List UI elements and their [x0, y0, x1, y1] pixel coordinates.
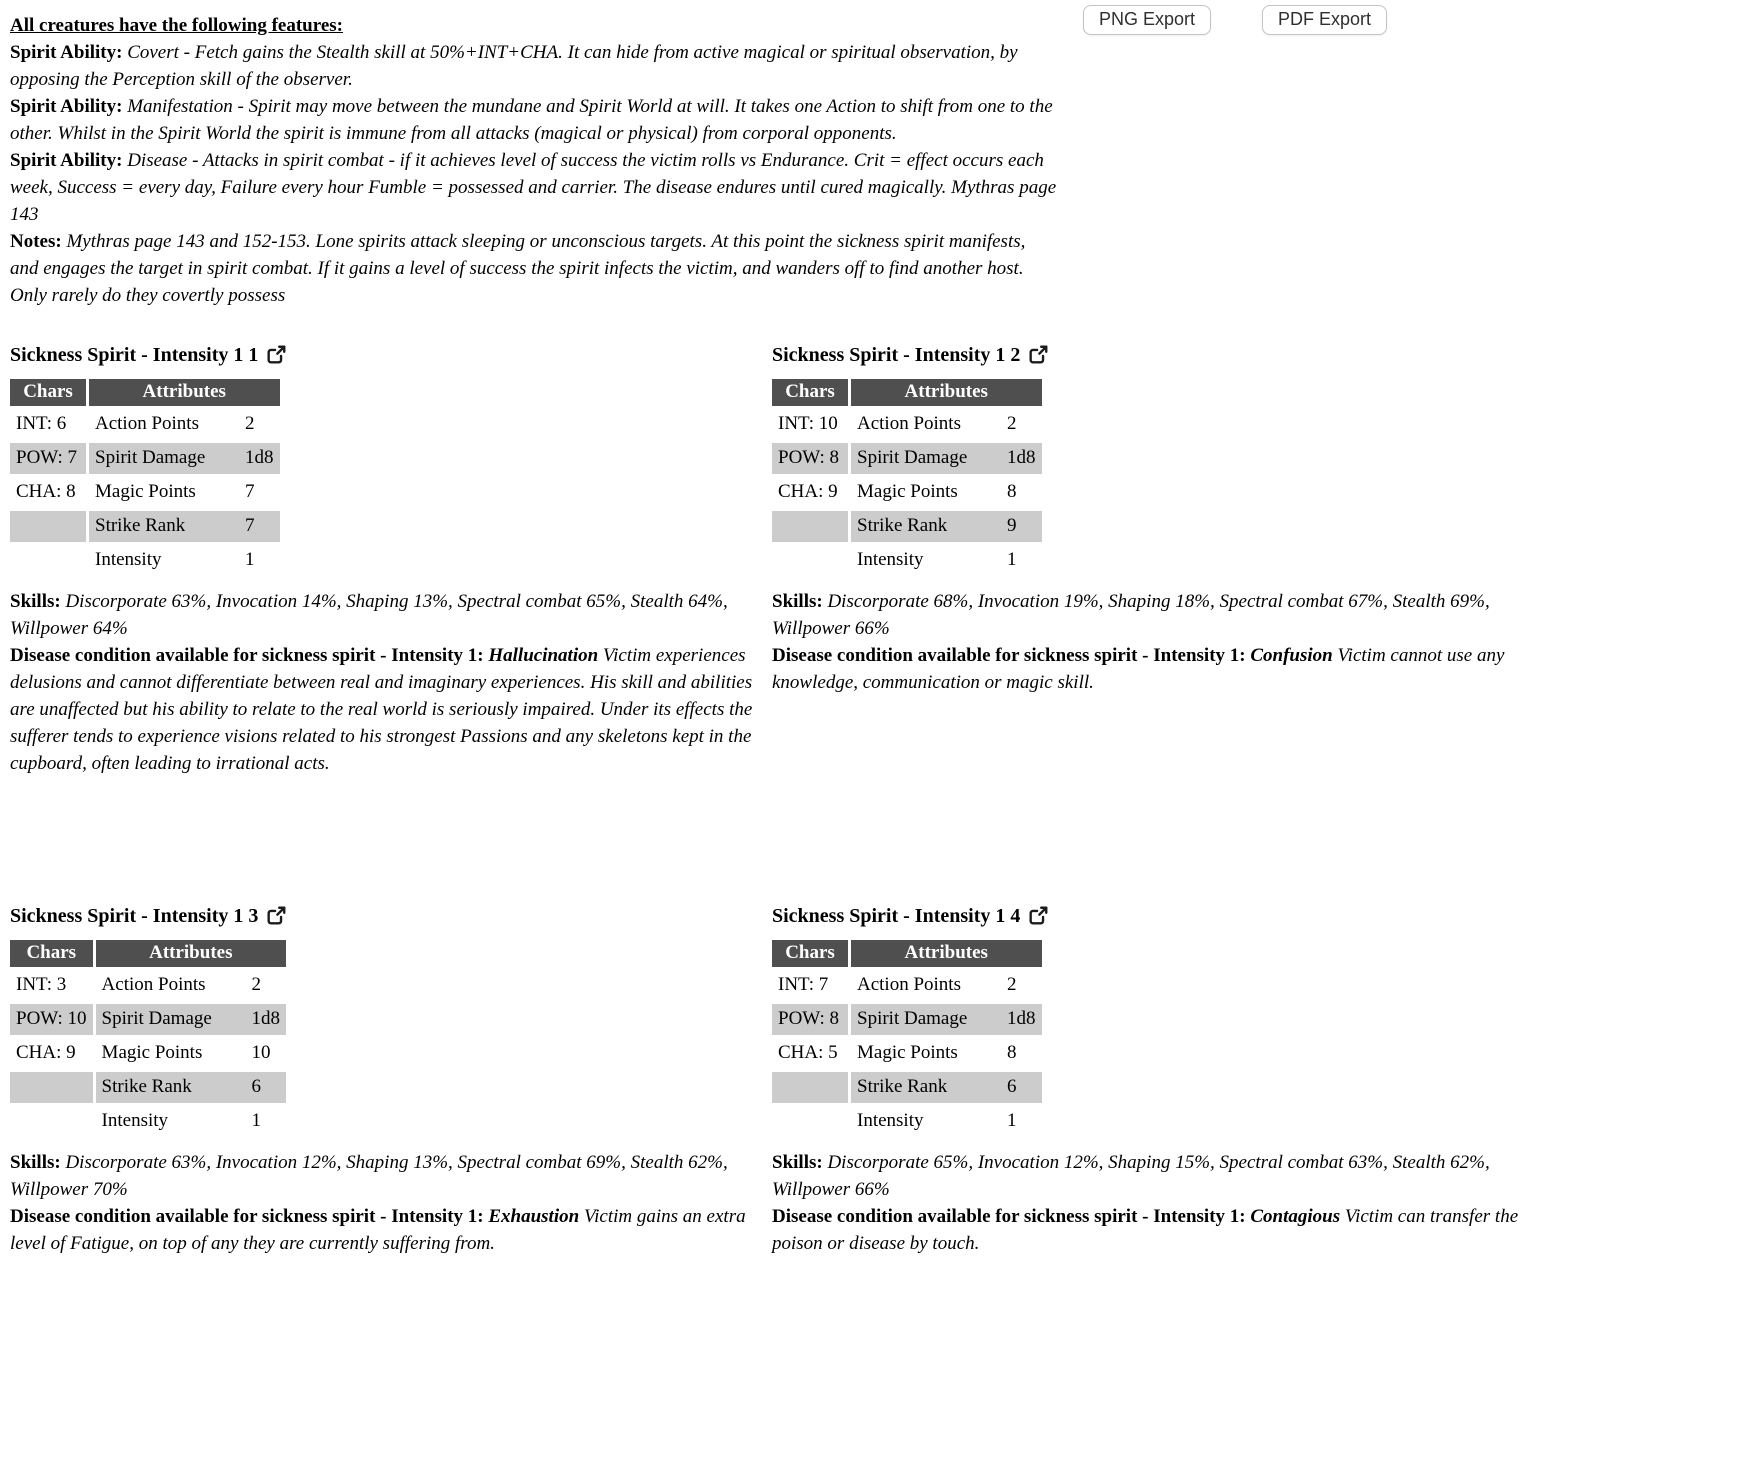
chars-cell: CHA: 8	[16, 481, 76, 502]
spirits-grid	[10, 343, 1740, 1257]
disease-name: Hallucination	[488, 645, 599, 666]
attribute-cell	[851, 1038, 1042, 1069]
attribute-value: 1d8	[251, 1008, 281, 1029]
chars-cell: INT: 3	[16, 974, 67, 995]
attribute-cell	[851, 443, 1042, 474]
chars-cell	[772, 511, 848, 542]
disease-condition	[10, 1203, 772, 1257]
attribute-value: 2	[245, 413, 255, 434]
stats-table	[7, 937, 289, 1140]
table-row	[10, 409, 280, 440]
spirit-title	[10, 904, 772, 928]
attribute-cell	[851, 970, 1042, 1001]
attribute-name: Strike Rank	[95, 515, 186, 536]
ability-text: Manifestation - Spirit may move between the mundane and Spirit World at will. It takes one Action to shift from one to the other. Whilst in the Spirit World the spirit is immune from all attacks (magical or physical) from corporal opponents.	[10, 96, 1053, 144]
open-statblock-link[interactable]	[265, 905, 287, 927]
spirit-title-text: Sickness Spirit - Intensity 1 2	[772, 344, 1021, 366]
chars-cell: CHA: 5	[778, 1042, 838, 1063]
external-link-icon	[1027, 905, 1049, 927]
attribute-name: Magic Points	[857, 1042, 958, 1063]
stats-table	[7, 376, 283, 579]
disease-name: Exhaustion	[488, 1206, 580, 1227]
attribute-name: Action Points	[857, 413, 961, 434]
chars-cell	[10, 1106, 93, 1137]
spirit-ability-manifestation	[10, 93, 1058, 147]
spirit-block-1	[10, 343, 772, 777]
skills-text: Discorporate 63%, Invocation 14%, Shaping 13%, Spectral combat 65%, Stealth 64%, Willpower 64%	[10, 591, 728, 639]
attribute-name: Action Points	[857, 974, 961, 995]
stats-table	[769, 376, 1045, 579]
chars-cell	[10, 1072, 93, 1103]
open-statblock-link[interactable]	[1027, 344, 1049, 366]
features-section	[10, 12, 1058, 309]
spirit-block-2	[772, 343, 1730, 777]
skills-label: Skills:	[772, 1152, 823, 1173]
attribute-value: 1d8	[1007, 1008, 1036, 1029]
attribute-cell	[851, 1004, 1042, 1035]
skills-line	[772, 1149, 1547, 1203]
attribute-cell	[851, 1072, 1042, 1103]
table-row	[772, 477, 1042, 508]
chars-cell: POW: 7	[10, 443, 86, 474]
spirit-block-3	[10, 904, 772, 1257]
attribute-name: Strike Rank	[857, 1076, 948, 1097]
skills-text: Discorporate 68%, Invocation 19%, Shaping 18%, Spectral combat 67%, Stealth 69%, Willpower 66%	[772, 591, 1490, 639]
png-export-button[interactable]: PNG Export	[1083, 5, 1211, 35]
spirit-ability-disease	[10, 147, 1058, 228]
attribute-value: 8	[1007, 481, 1017, 502]
attribute-cell	[851, 1106, 1042, 1137]
attribute-cell	[89, 477, 280, 508]
spirit-title	[772, 343, 1730, 367]
disease-label: Disease condition available for sickness spirit - Intensity 1:	[772, 1206, 1246, 1227]
attribute-name: Intensity	[95, 549, 162, 570]
attribute-value: 7	[245, 515, 255, 536]
notes-text: Mythras page 143 and 152-153. Lone spirits attack sleeping or unconscious targets. At this point the sickness spirit manifests, and engages the target in spirit combat. If it gains a level of success the spirit infects the victim, and wanders off to find another host. Only rarely do they covertly possess	[10, 231, 1026, 306]
ability-text: Disease - Attacks in spirit combat - if it achieves level of success the victim rolls vs Endurance. Crit = effect occurs each week, Success = every day, Failure every hour Fumble = possessed and carrier. The disease endures until cured magically. Mythras page 143	[10, 150, 1057, 225]
table-row	[772, 1038, 1042, 1069]
ability-label: Spirit Ability:	[10, 96, 123, 117]
skills-line	[10, 1149, 772, 1203]
table-row	[772, 409, 1042, 440]
spirit-title	[772, 904, 1730, 928]
attribute-value: 9	[1007, 515, 1017, 536]
attribute-name: Spirit Damage	[101, 1008, 212, 1029]
attribute-value: 1d8	[245, 447, 274, 468]
attribute-value: 6	[1007, 1076, 1017, 1097]
spirit-block-4	[772, 904, 1730, 1257]
table-row	[10, 545, 280, 576]
table-row	[10, 443, 280, 474]
notes-paragraph	[10, 228, 1058, 309]
disease-label: Disease condition available for sickness spirit - Intensity 1:	[10, 1206, 484, 1227]
attribute-cell	[96, 1106, 287, 1137]
chars-cell: POW: 10	[10, 1004, 93, 1035]
ability-label: Spirit Ability:	[10, 42, 123, 63]
chars-cell: POW: 8	[772, 443, 848, 474]
attribute-name: Magic Points	[857, 481, 958, 502]
table-row	[772, 1004, 1042, 1035]
table-row	[772, 443, 1042, 474]
stats-table	[769, 937, 1045, 1140]
attributes-column-header: Attributes	[851, 379, 1042, 406]
attribute-cell	[89, 443, 280, 474]
chars-column-header: Chars	[10, 379, 86, 406]
attribute-value: 1	[251, 1110, 262, 1131]
chars-cell: INT: 10	[778, 413, 838, 434]
chars-column-header: Chars	[10, 940, 93, 967]
attribute-name: Intensity	[857, 549, 924, 570]
table-row	[772, 1106, 1042, 1137]
skills-label: Skills:	[10, 1152, 61, 1173]
attribute-name: Spirit Damage	[857, 1008, 968, 1029]
attribute-value: 7	[245, 481, 255, 502]
open-statblock-link[interactable]	[1027, 905, 1049, 927]
attribute-cell	[851, 511, 1042, 542]
table-row	[772, 970, 1042, 1001]
attribute-value: 1	[245, 549, 255, 570]
attribute-value: 2	[1007, 974, 1017, 995]
disease-label: Disease condition available for sickness spirit - Intensity 1:	[772, 645, 1246, 666]
attributes-column-header: Attributes	[96, 940, 287, 967]
disease-name: Confusion	[1250, 645, 1333, 666]
attribute-name: Action Points	[101, 974, 206, 995]
attribute-cell	[89, 511, 280, 542]
attribute-value: 10	[251, 1042, 271, 1063]
chars-column-header: Chars	[772, 379, 848, 406]
external-link-icon	[265, 905, 287, 927]
chars-cell: INT: 6	[16, 413, 67, 434]
external-link-icon	[265, 344, 287, 366]
chars-cell: CHA: 9	[778, 481, 838, 502]
ability-label: Spirit Ability:	[10, 150, 123, 171]
table-row	[10, 1106, 286, 1137]
notes-label: Notes:	[10, 231, 62, 252]
table-row	[10, 511, 280, 542]
skills-label: Skills:	[10, 591, 61, 612]
chars-cell	[10, 511, 86, 542]
skills-text: Discorporate 63%, Invocation 12%, Shaping 13%, Spectral combat 69%, Stealth 62%, Willpower 70%	[10, 1152, 728, 1200]
chars-cell: CHA: 9	[16, 1042, 76, 1063]
attribute-cell	[851, 409, 1042, 440]
disease-name: Contagious	[1250, 1206, 1341, 1227]
chars-cell: INT: 7	[778, 974, 829, 995]
attribute-value: 1	[1007, 1110, 1017, 1131]
attribute-name: Intensity	[101, 1110, 169, 1131]
disease-label: Disease condition available for sickness spirit - Intensity 1:	[10, 645, 484, 666]
chars-cell	[772, 1072, 848, 1103]
attribute-cell	[96, 1004, 287, 1035]
attributes-column-header: Attributes	[89, 379, 280, 406]
attribute-cell	[96, 1072, 287, 1103]
pdf-export-button[interactable]: PDF Export	[1262, 5, 1387, 35]
features-heading: All creatures have the following features:	[10, 15, 343, 36]
spirit-title-text: Sickness Spirit - Intensity 1 1	[10, 344, 259, 366]
spirit-title	[10, 343, 772, 367]
skills-line	[10, 588, 772, 642]
attribute-value: 6	[251, 1076, 262, 1097]
disease-text: Victim cannot use any knowledge, communication or magic skill.	[772, 645, 1505, 693]
table-row	[772, 1072, 1042, 1103]
table-row	[10, 970, 286, 1001]
table-row	[10, 1004, 286, 1035]
attribute-name: Magic Points	[95, 481, 196, 502]
disease-condition	[10, 642, 772, 777]
table-row	[10, 1072, 286, 1103]
skills-label: Skills:	[772, 591, 823, 612]
chars-cell	[10, 545, 86, 576]
attribute-name: Magic Points	[101, 1042, 203, 1063]
attribute-value: 8	[1007, 1042, 1017, 1063]
ability-text: Covert - Fetch gains the Stealth skill at 50%+INT+CHA. It can hide from active magical or spiritual observation, by opposing the Perception skill of the observer.	[10, 42, 1018, 90]
chars-cell	[772, 545, 848, 576]
table-row	[10, 477, 280, 508]
attribute-name: Strike Rank	[857, 515, 948, 536]
attribute-cell	[851, 477, 1042, 508]
spirit-title-text: Sickness Spirit - Intensity 1 3	[10, 905, 259, 927]
attribute-name: Intensity	[857, 1110, 924, 1131]
disease-condition	[772, 642, 1547, 696]
disease-text: Victim gains an extra level of Fatigue, on top of any they are currently suffering from.	[10, 1206, 746, 1254]
attribute-value: 2	[1007, 413, 1017, 434]
attribute-value: 2	[251, 974, 262, 995]
disease-condition	[772, 1203, 1547, 1257]
attribute-value: 1d8	[1007, 447, 1036, 468]
table-row	[772, 545, 1042, 576]
disease-text: Victim can transfer the poison or disease by touch.	[772, 1206, 1519, 1254]
table-header-row	[772, 940, 1042, 967]
table-header-row	[10, 379, 280, 406]
attribute-name: Action Points	[95, 413, 199, 434]
chars-column-header: Chars	[772, 940, 848, 967]
chars-cell: POW: 8	[772, 1004, 848, 1035]
attributes-column-header: Attributes	[851, 940, 1042, 967]
external-link-icon	[1027, 344, 1049, 366]
attribute-cell	[96, 970, 287, 1001]
disease-text: Victim experiences delusions and cannot differentiate between real and imaginary experiences. His skill and abilities are unaffected but his ability to relate to the real world is seriously impaired. Under its effects the sufferer tends to experience visions related to his strongest Passions and any skeletons kept in the cupboard, often leading to irrational acts.	[10, 645, 753, 774]
attribute-name: Spirit Damage	[95, 447, 206, 468]
chars-cell	[772, 1106, 848, 1137]
table-row	[772, 511, 1042, 542]
spirit-title-text: Sickness Spirit - Intensity 1 4	[772, 905, 1021, 927]
attribute-value: 1	[1007, 549, 1017, 570]
table-row	[10, 1038, 286, 1069]
table-header-row	[10, 940, 286, 967]
attribute-name: Strike Rank	[101, 1076, 192, 1097]
skills-text: Discorporate 65%, Invocation 12%, Shaping 15%, Spectral combat 63%, Stealth 62%, Willpower 66%	[772, 1152, 1490, 1200]
spirit-ability-covert	[10, 39, 1058, 93]
attribute-cell	[89, 545, 280, 576]
attribute-name: Spirit Damage	[857, 447, 968, 468]
attribute-cell	[89, 409, 280, 440]
table-header-row	[772, 379, 1042, 406]
skills-line	[772, 588, 1547, 642]
open-statblock-link[interactable]	[265, 344, 287, 366]
attribute-cell	[851, 545, 1042, 576]
attribute-cell	[96, 1038, 287, 1069]
